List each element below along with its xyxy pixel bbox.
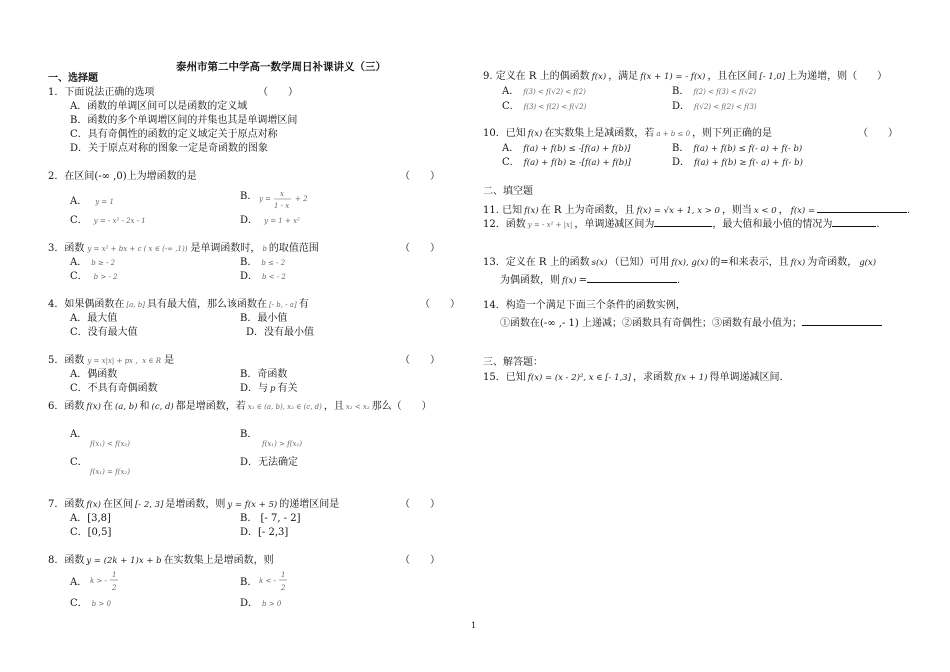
q2-stem: 2．在区间(-∞ ,0)上为增函数的是	[48, 171, 197, 182]
q8-stem: 8．函数 y = (2k + 1)x + b 在实数集上是增函数，则	[48, 555, 274, 566]
q2-option-b: B．	[240, 191, 258, 202]
q6-option-b: B．	[240, 429, 258, 440]
q4-option-c: C．没有最大值	[70, 327, 138, 338]
q10-option-b: B． f(a) + f(b) ≤ f(- a) + f(- b)	[672, 143, 803, 154]
q10-option-a: A． f(a) + f(b) ≤ -[f(a) + f(b)]	[502, 143, 631, 154]
q9-option-a: A． f(3) < f(√2) < f(2)	[502, 86, 586, 97]
q6-option-a: A．	[70, 429, 88, 440]
page-title: 泰州市第二中学高一数学周日补课讲义（三）	[176, 61, 386, 73]
q7-answer-paren: （ ）	[400, 499, 440, 510]
q1-option-c: C．具有奇偶性的函数的定义域定关于原点对称	[70, 129, 278, 140]
q3-option-a: A． b ≥ - 2	[70, 257, 116, 268]
q1-option-b: B．函数的多个单调增区间的并集也其是单调增区间	[70, 115, 298, 126]
q11-answer-blank[interactable]	[817, 201, 907, 213]
q2-answer-paren: （ ）	[400, 171, 440, 182]
q4-option-a: A．最大值	[70, 313, 118, 324]
q7-option-d: D．[- 2,3]	[240, 527, 289, 538]
q8-option-b: B．	[240, 577, 258, 588]
q12: 12．函数 y = - x² + |x| ，单调递减区间为 ，最大值和最小值的情况为 .	[483, 215, 880, 231]
q3-option-d: D． b < - 2	[240, 271, 286, 282]
q14-line1: 14．构造一个满足下面三个条件的函数实例，	[483, 300, 686, 311]
q6-option-d: D．无法确定	[240, 457, 299, 468]
q9-option-d: D． f(√2) < f(2) < f(3)	[672, 101, 757, 112]
svg-text:2: 2	[281, 584, 286, 592]
q5-answer-paren: （ ）	[400, 355, 440, 366]
svg-text:1: 1	[281, 571, 286, 579]
q13-answer-blank[interactable]	[587, 271, 677, 283]
q12-extrema-blank[interactable]	[832, 215, 876, 227]
q2-option-d: D． y = 1 + x²	[240, 215, 300, 226]
svg-text:x: x	[280, 190, 284, 198]
q15: 15．已知 f(x) = (x - 2)², x ∈ [- 1,3] ，求函数 f(x + 1) 得单调递减区间.	[483, 372, 783, 383]
q7-option-b: B． [- 7, - 2]	[240, 513, 301, 524]
q7-option-a: A．[3,8]	[70, 513, 111, 524]
q10-option-c: C． f(a) + f(b) ≥ -[f(a) + f(b)]	[502, 157, 631, 168]
q10-answer-paren: （ ）	[858, 128, 898, 139]
svg-text:2: 2	[112, 584, 117, 592]
q2-option-a: A． y = 1	[70, 196, 114, 207]
svg-text:k < -: k < -	[259, 577, 276, 585]
q4-answer-paren: （ ）	[420, 299, 460, 310]
q8-option-a: A．	[70, 577, 88, 588]
q5-stem: 5．函数 y = x|x| + px ，x ∈ R 是	[48, 355, 175, 366]
q1-answer-paren: （ ）	[258, 87, 298, 98]
q6-option-a-formula: f(x₁) < f(x₂)	[90, 440, 130, 448]
section-solve-heading: 三、解答题：	[483, 357, 543, 368]
svg-text:y =: y =	[259, 195, 272, 203]
q11: 11. 已知 f(x) 在 R 上为奇函数，且 f(x) = √x + 1, x > 0 ，则当 x < 0 ， f(x) = .	[483, 201, 910, 217]
q2-option-c: C． y = - x² - 2x - 1	[70, 215, 146, 226]
q7-option-c: C．[0,5]	[70, 527, 112, 538]
q8-answer-paren: （ ）	[400, 555, 440, 566]
q5-option-a: A．偶函数	[70, 369, 118, 380]
q1-stem: 1．下面说法正确的选项	[48, 87, 155, 98]
q7-stem: 7．函数 f(x) 在区间 [- 2, 3] 是增函数，则 y = f(x + 5) 的递增区间是	[48, 499, 340, 510]
q6-option-c: C．	[70, 457, 88, 468]
q9-option-c: C． f(3) < f(2) < f(√2)	[502, 101, 587, 112]
section-choice-heading: 一、选择题	[48, 73, 98, 84]
q10-option-d: D． f(a) + f(b) ≥ f(- a) + f(- b)	[672, 157, 803, 168]
q13-line2: 为偶函数，则 f(x) = .	[500, 271, 680, 287]
q3-option-c: C． b > - 2	[70, 271, 118, 282]
q13-line1: 13．定义在 R 上的函数 s(x) （已知）可用 f(x), g(x) 的=和来表示，且 f(x) 为奇函数， g(x)	[483, 257, 877, 268]
q4-option-b: B．最小值	[240, 313, 288, 324]
q3-answer-paren: （ ）	[400, 243, 440, 254]
q6-option-b-formula: f(x₁) > f(x₂)	[262, 440, 302, 448]
q5-option-b: B．奇函数	[240, 369, 288, 380]
q14-line2: ①函数在(-∞ ,- 1) 上递减；②函数具有奇偶性；③函数有最小值为；	[500, 314, 882, 330]
svg-text:1: 1	[112, 571, 117, 579]
q6-option-c-formula: f(x₁) = f(x₂)	[90, 468, 130, 476]
q8-option-d: D． b > 0	[240, 598, 282, 609]
q8-option-b-formula	[259, 569, 299, 595]
q9-option-b: B． f(2) < f(3) < f(√2)	[672, 86, 756, 97]
q14-answer-blank[interactable]	[802, 314, 882, 326]
q5-option-c: C．不具有奇偶函数	[70, 383, 158, 394]
svg-text:k > -: k > -	[90, 577, 107, 585]
q2-option-b-formula	[259, 187, 319, 211]
svg-text:1 - x: 1 - x	[274, 202, 290, 210]
q6-stem: 6．函数 f(x) 在 (a, b) 和 (c, d) 都是增函数，若 x₁ ∈ (a, b), x₂ ∈ (c, d) ，且 x₁ < x₂ 那么（ ）	[48, 401, 432, 412]
q8-option-a-formula	[90, 569, 130, 595]
q3-stem: 3．函数 y = x² + bx + c ( x ∈ (-∞ ,1)) 是单调函数时， b 的取值范围	[48, 243, 319, 254]
q4-option-d: D．没有最小值	[246, 327, 315, 338]
q12-interval-blank[interactable]	[654, 215, 712, 227]
q5-option-d: D．与 p 有关	[240, 383, 298, 394]
q4-stem: 4．如果偶函数在 [a, b] 具有最大值，那么该函数在 [- b, - a] 有	[48, 299, 309, 310]
q1-option-d: D．关于原点对称的图象一定是奇函数的图象	[70, 143, 269, 154]
q9-stem: 9. 定义在 R 上的偶函数 f(x) ，满足 f(x + 1) = - f(x) ，且在区间 [- 1,0] 上为递增，则（ ）	[483, 71, 888, 82]
q3-option-b: B． b ≤ - 2	[240, 257, 286, 268]
section-fill-heading: 二、填空题	[483, 186, 533, 197]
page-number: 1	[471, 621, 477, 630]
q1-option-a: A．函数的单调区间可以是函数的定义域	[70, 101, 248, 112]
q8-option-c: C． b > 0	[70, 598, 111, 609]
svg-text:+ 2: + 2	[295, 195, 308, 203]
q10-stem: 10．已知 f(x) 在实数集上是减函数，若 a + b ≤ 0 ，则下列正确的是	[483, 128, 773, 139]
